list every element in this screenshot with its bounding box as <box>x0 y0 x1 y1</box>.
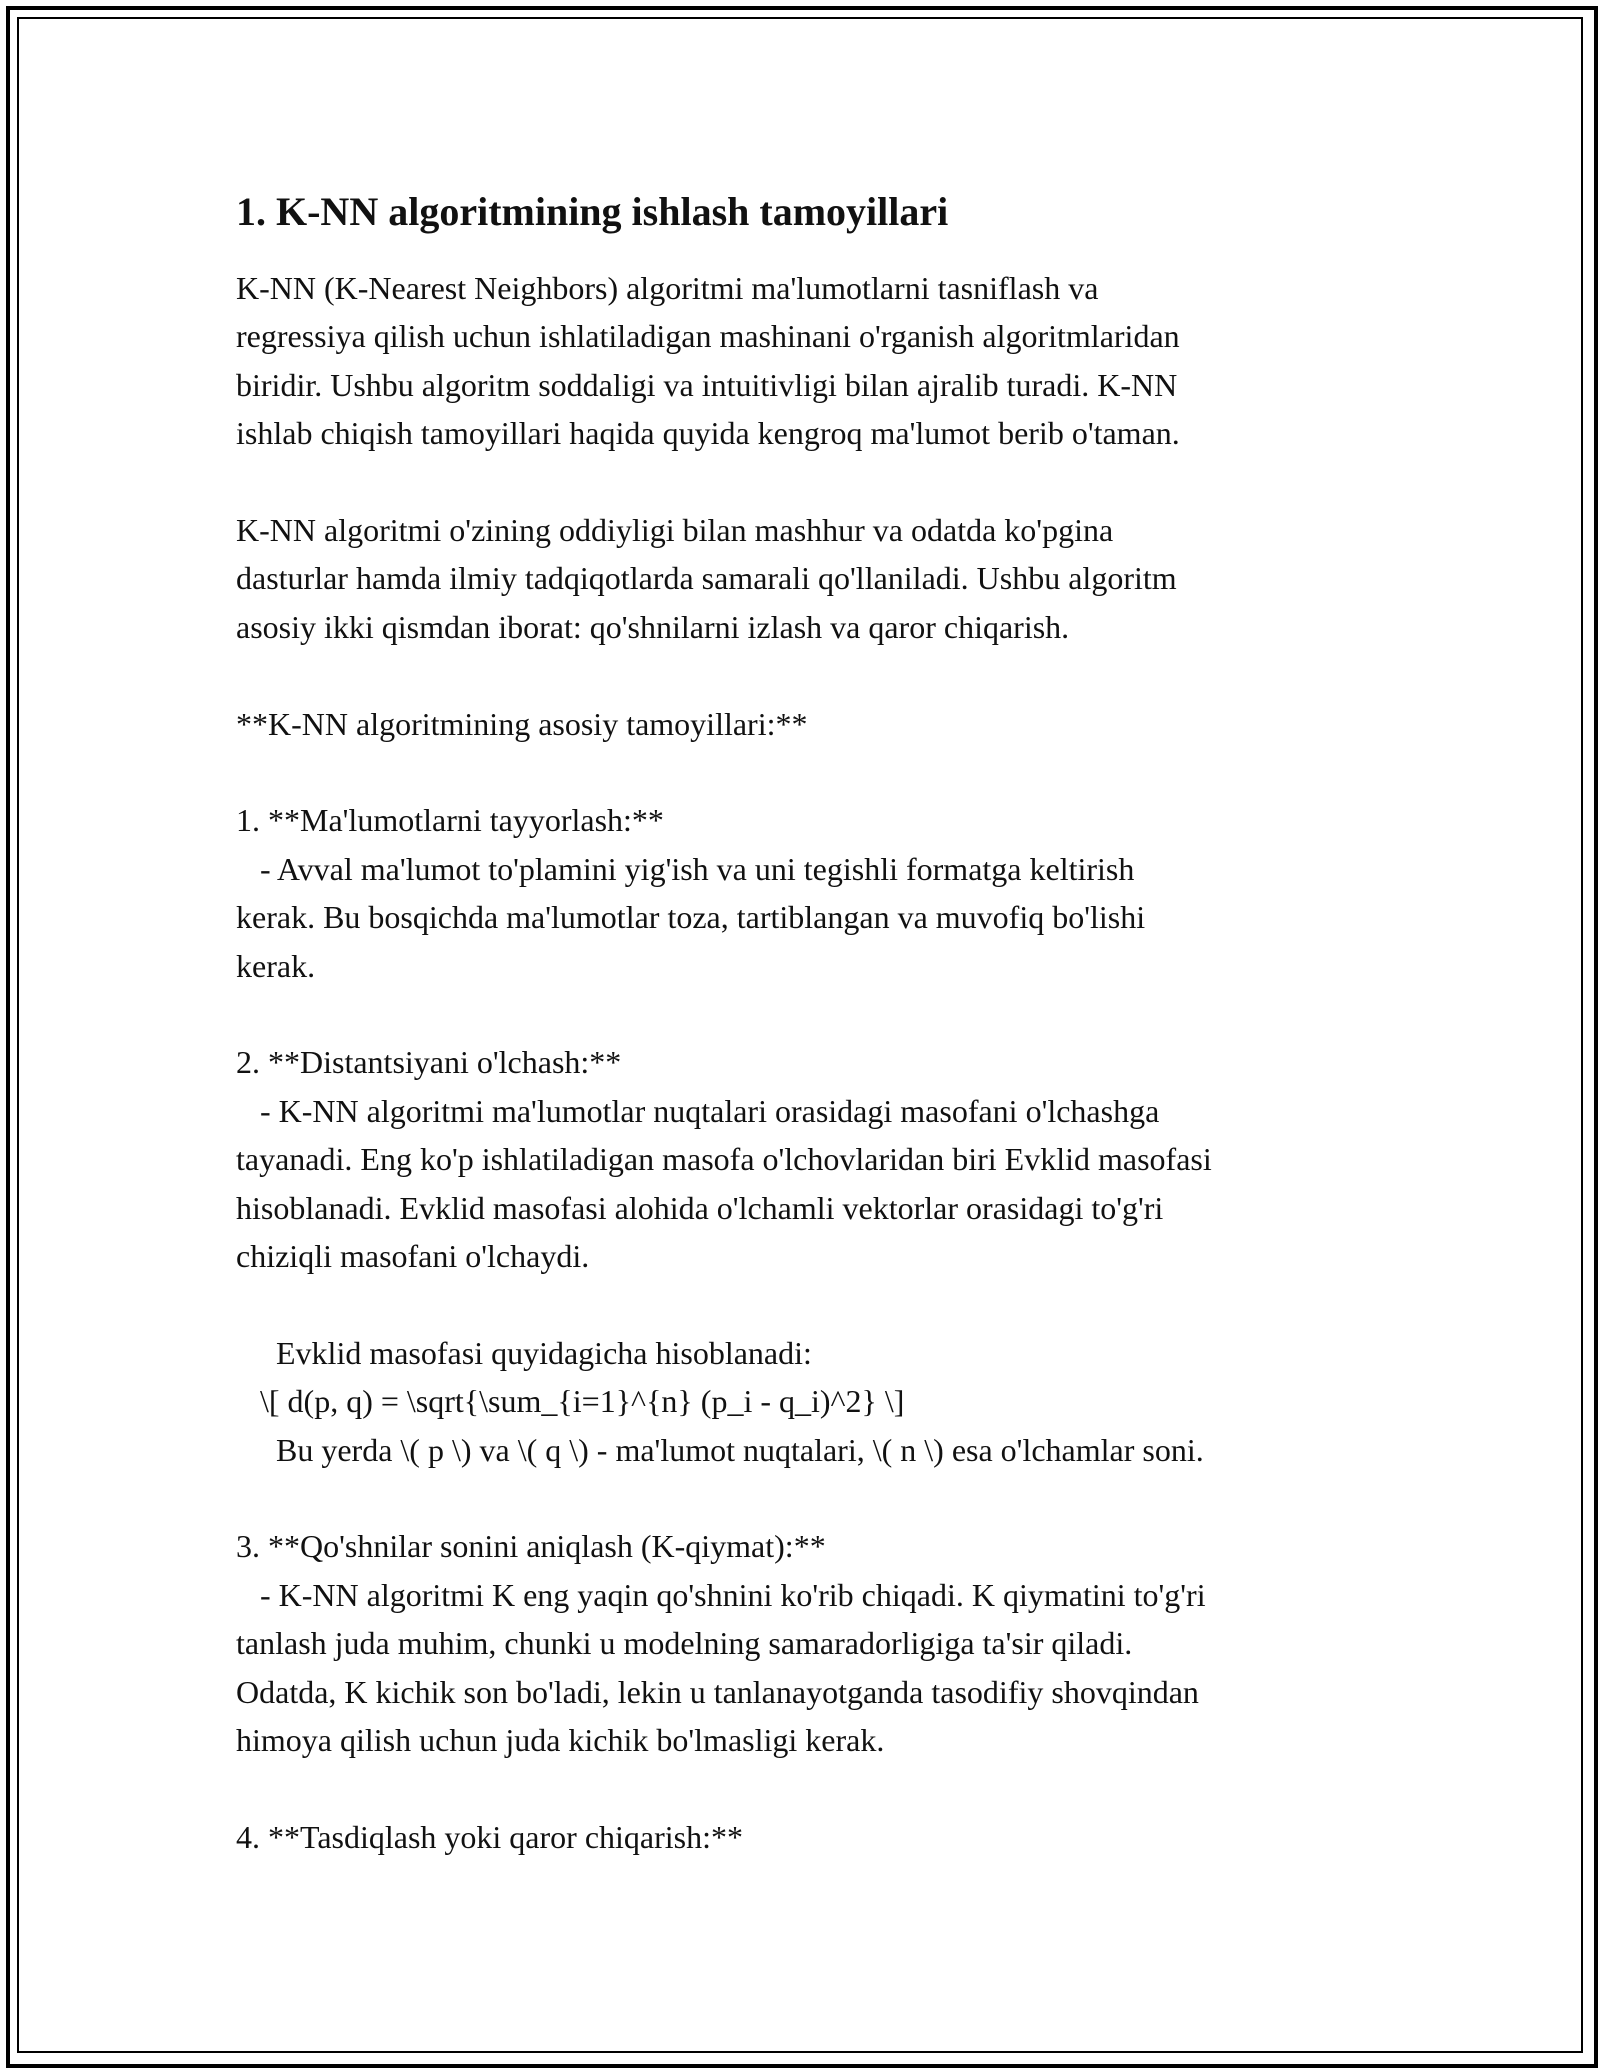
principles-heading: **K-NN algoritmining asosiy tamoyillari:** <box>236 705 808 742</box>
list-item-k-value: 3. **Qo'shnilar sonini aniqlash (K-qiymat):** - K-NN algoritmi K eng yaqin qo'shnini ko'rib chiqadi. K qiymatini to'g'ri tanlash juda muhim, chunki u modelning samaradorligiga ta'sir qiladi. Odatda, K kichik son bo'ladi, lekin u tanlanayotganda tasodifiy shovqindan himoya qilish uchun juda kichik bo'lmasligi kerak. <box>236 1528 1206 1759</box>
paragraph-gap <box>236 748 1396 796</box>
overview-paragraph: K-NN algoritmi o'zining oddiyligi bilan mashhur va odatda ko'pgina dasturlar hamda ilmiy tadqiqotlarda samarali qo'llaniladi. Ushbu algoritm asosiy ikki qismdan iborat: qo'shnilarni izlash va qaror chiqarish. <box>236 512 1177 645</box>
paragraph-gap <box>236 458 1396 506</box>
list-item-distance-measure: 2. **Distantsiyani o'lchash:** - K-NN algoritmi ma'lumotlar nuqtalari orasidagi masofani o'lchashga tayanadi. Eng ko'p ishlatiladigan masofa o'lchovlaridan biri Evklid masofasi hisoblanadi. Evklid masofasi alohida o'lchamli vektorlar orasidagi to'g'ri chiziqli masofani o'lchaydi. <box>236 1044 1212 1275</box>
paragraph-gap <box>236 1474 1396 1522</box>
intro-paragraph: K-NN (K-Nearest Neighbors) algoritmi ma'lumotlarni tasniflash va regressiya qilish uchun ishlatiladigan mashinani o'rganish algoritmlaridan biridir. Ushbu algoritm soddaligi va intuitivligi bilan ajralib turadi. K-NN ishlab chiqish tamoyillari haqida quyida kengroq ma'lumot berib o'taman. <box>236 270 1180 452</box>
euclidean-formula-block: Evklid masofasi quyidagicha hisoblanadi: \[ d(p, q) = \sqrt{\sum_{i=1}^{n} (p_i - q_i)^2} \] Bu yerda \( p \) va \( q \) - ma'lumot nuqtalari, \( n \) esa o'lchamlar soni. <box>260 1334 1204 1468</box>
paragraph-gap <box>236 1765 1396 1813</box>
paragraph-gap <box>236 990 1396 1038</box>
paragraph-gap <box>236 1280 1396 1328</box>
paragraph-gap <box>236 651 1396 699</box>
list-item-data-preparation: 1. **Ma'lumotlarni tayyorlash:** - Avval ma'lumot to'plamini yig'ish va uni tegishli formatga keltirish kerak. Bu bosqichda ma'lumotlar toza, tartiblangan va muvofiq bo'lishi kerak. <box>236 802 1146 984</box>
list-item-decision: 4. **Tasdiqlash yoki qaror chiqarish:** <box>236 1818 743 1855</box>
section-heading: 1. K-NN algoritmining ishlash tamoyillari <box>236 189 949 234</box>
document-body <box>236 186 1396 1861</box>
